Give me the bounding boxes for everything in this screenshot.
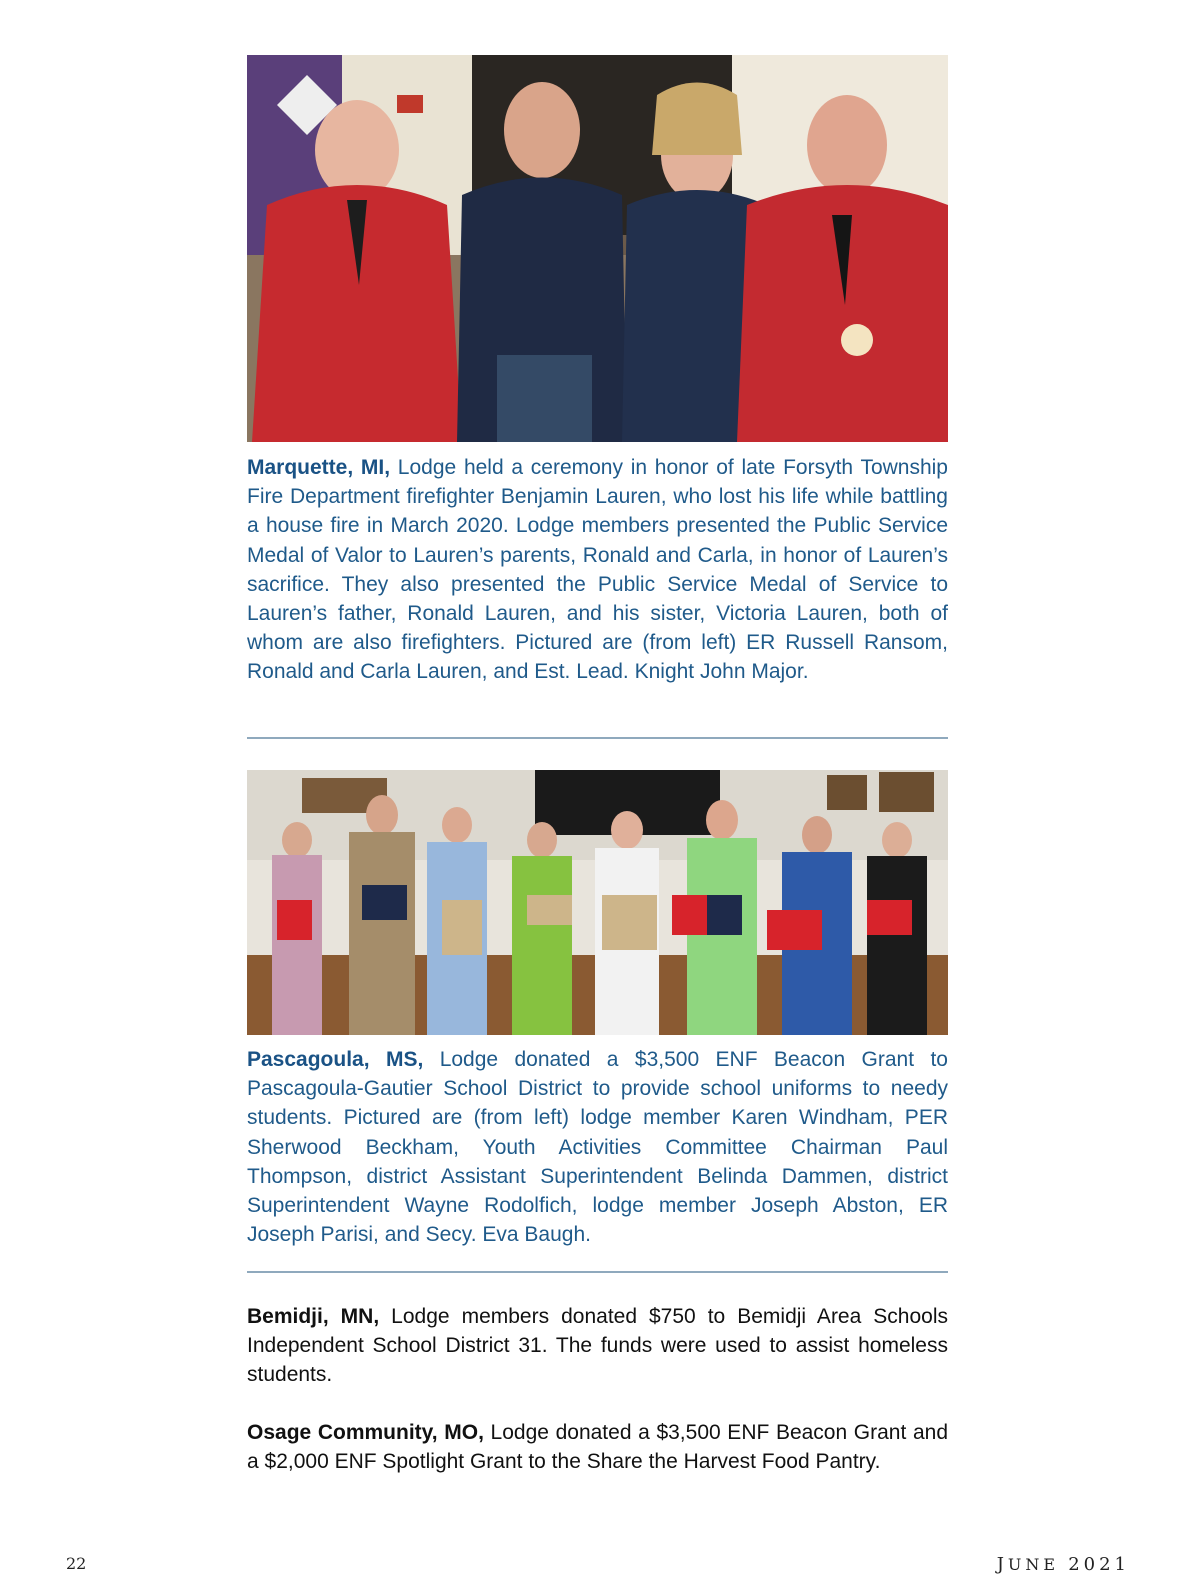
bemidji-paragraph bbox=[247, 1302, 948, 1389]
pascagoula-location: Pascagoula, MS, bbox=[247, 1048, 424, 1071]
marquette-location: Marquette, MI, bbox=[247, 456, 391, 479]
osage-paragraph bbox=[247, 1418, 948, 1476]
section-divider-2 bbox=[247, 1271, 948, 1273]
section-divider-1 bbox=[247, 737, 948, 739]
marquette-caption bbox=[247, 453, 948, 687]
issue-year: 2021 bbox=[1068, 1554, 1130, 1575]
issue-date bbox=[997, 1554, 1130, 1575]
page-number: 22 bbox=[66, 1554, 87, 1573]
osage-location: Osage Community, MO, bbox=[247, 1421, 484, 1444]
bemidji-location: Bemidji, MN, bbox=[247, 1305, 380, 1328]
pascagoula-photo bbox=[247, 770, 948, 1035]
marquette-photo bbox=[247, 55, 948, 442]
bemidji-text: Lodge members donated $750 to Bemidji Area Schools Independent School District 31. The funds were used to assist homeless students. bbox=[247, 1305, 949, 1386]
pascagoula-caption bbox=[247, 1045, 948, 1249]
osage-text: Lodge donated a $3,500 ENF Beacon Grant and a $2,000 ENF Spotlight Grant to the Share the Harvest Food Pantry. bbox=[247, 1421, 948, 1473]
pascagoula-text: Lodge donated a $3,500 ENF Beacon Grant to Pascagoula-Gautier School District to provide school uniforms to needy students. Pictured are (from left) lodge member Karen Windham, PER Sherwood Beckham, Youth Activities Committee Chairman Paul Thompson, district Assistant Superintendent Belinda Dammen, district Superintendent Wayne Rodolfich, lodge member Joseph Abston, ER Joseph Parisi, and Secy. Eva Baugh. bbox=[247, 1048, 948, 1247]
marquette-text: Lodge held a ceremony in honor of late Forsyth Township Fire Department firefighter Benjamin Lauren, who lost his life while battling a house fire in March 2020. Lodge members presented the Public Service Medal of Valor to Lauren’s parents, Ronald and Carla, in honor of Lauren’s sacrifice. They also presented the Public Service Medal of Service to Lauren’s father, Ronald Lauren, and his sister, Victoria Lauren, both of whom are also firefighters. Pictured are (from left) ER Russell Ransom, Ronald and Carla Lauren, and Est. Lead. Knight John Major. bbox=[247, 456, 948, 684]
issue-month-rest: UNE bbox=[1007, 1555, 1060, 1574]
issue-month-initial: J bbox=[996, 1554, 1008, 1575]
